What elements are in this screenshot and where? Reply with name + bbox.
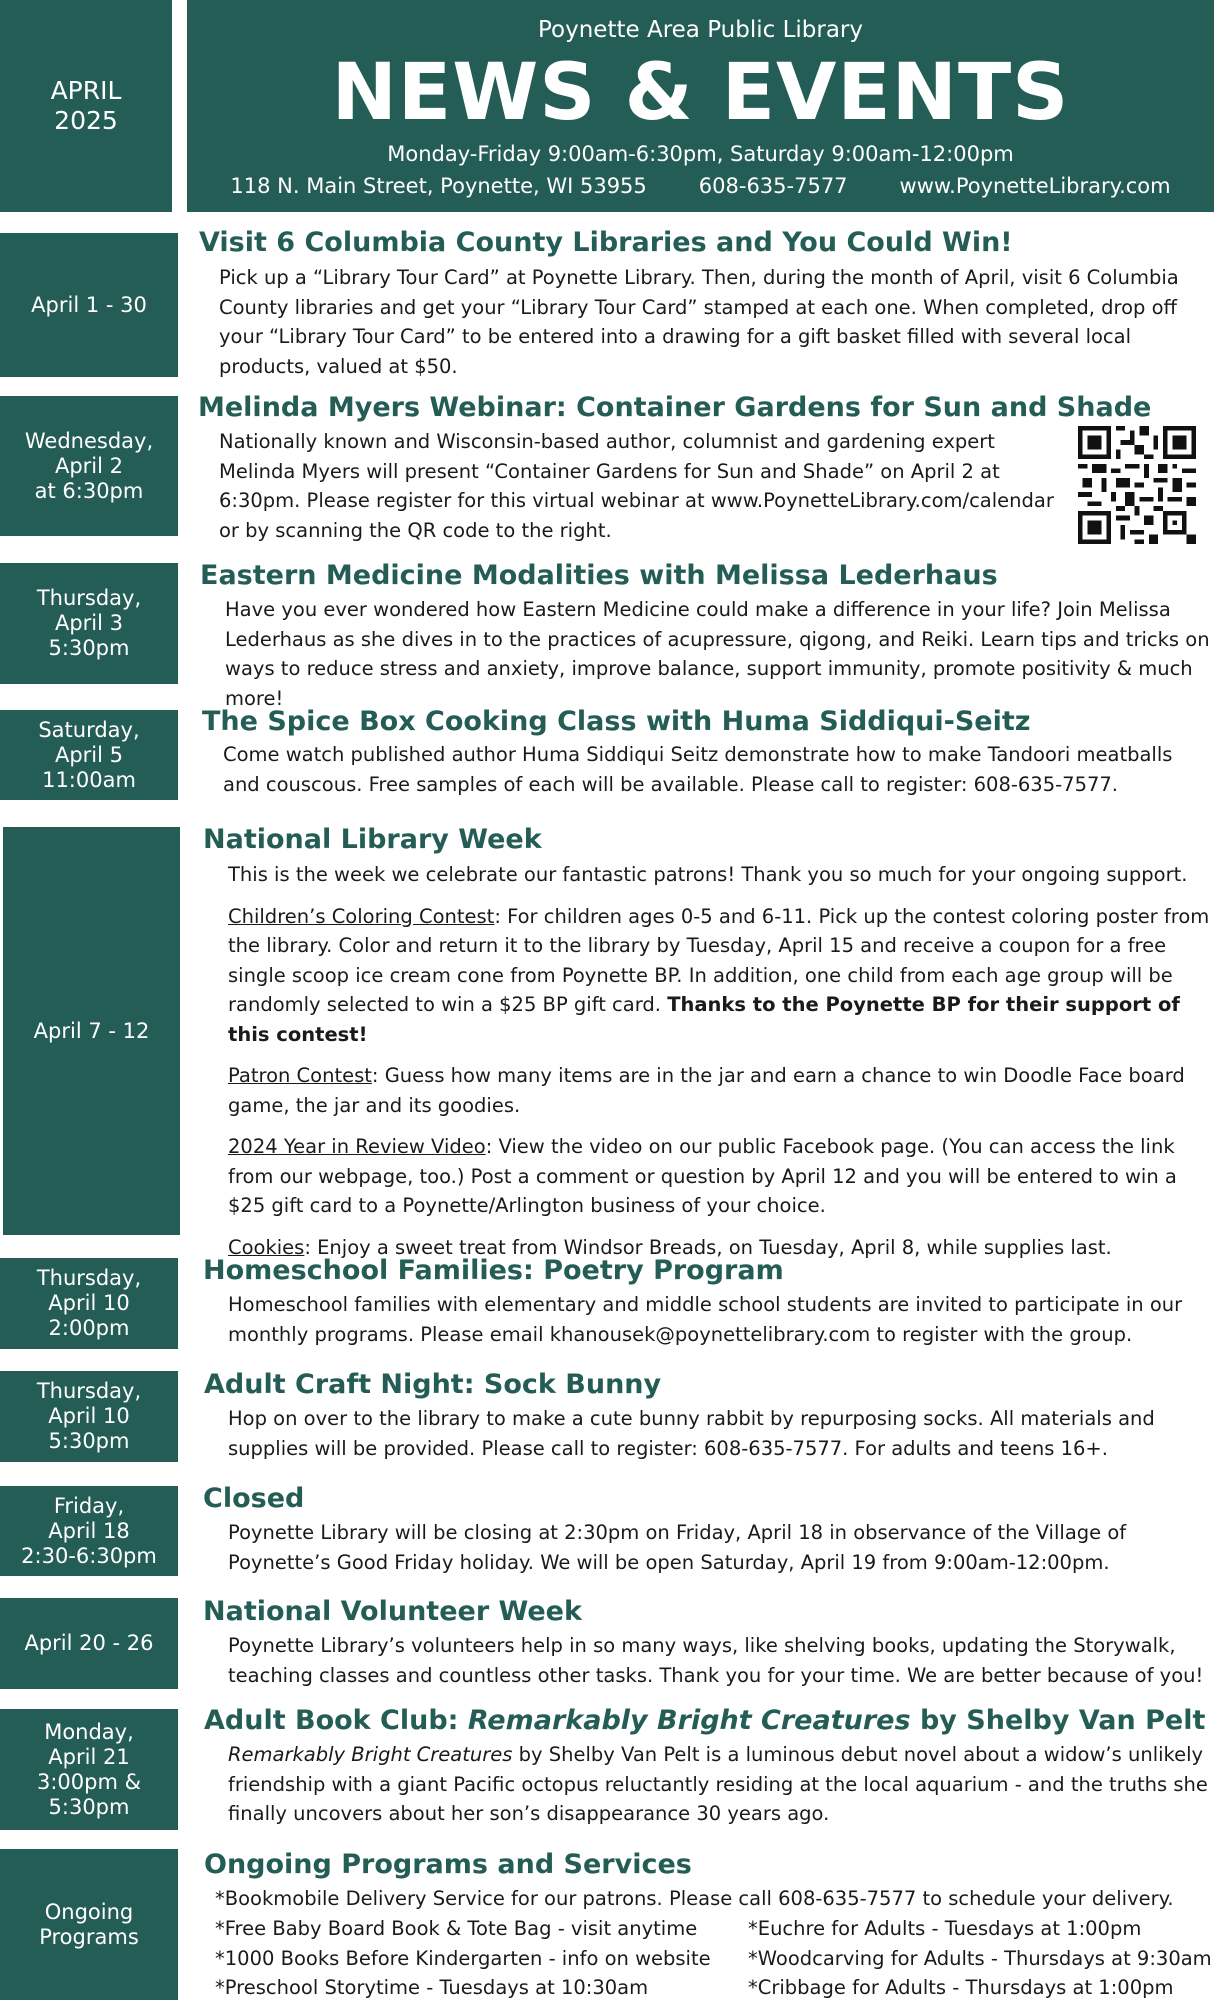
- event-date: Friday, April 18 2:30-6:30pm: [0, 1486, 178, 1576]
- coloring-contest-thanks: Thanks to the Poynette BP for their support of this contest!: [228, 993, 1180, 1046]
- list-item: *Preschool Storytime - Tuesdays at 10:30am: [215, 1976, 649, 1999]
- event-date: April 1 - 30: [0, 233, 178, 377]
- review-video: [228, 1132, 1214, 1221]
- event-date: Saturday, April 5 11:00am: [0, 710, 178, 800]
- event-title: Visit 6 Columbia County Libraries and You Could Win!: [199, 227, 1013, 258]
- book-club-text: by Shelby Van Pelt is a luminous debut novel about a widow’s unlikely friendship with a giant Pacific octopus reluctantly residing at the local aquarium - and the truths she finally uncovers about her son’s disappearance 30 years ago.: [228, 1743, 1208, 1825]
- coloring-contest: [228, 902, 1214, 1050]
- review-video-text: : View the video on our public Facebook page. (You can access the link from our webpage, too.) Post a comment or question by April 12 and you will be entered to win a $25 gift card to a Poynette/Arlington business of your choice.: [228, 1135, 1177, 1217]
- book-title-inline: Remarkably Bright Creatures: [228, 1743, 513, 1766]
- event-date: Monday, April 21 3:00pm & 5:30pm: [0, 1709, 178, 1830]
- event-intro: This is the week we celebrate our fantastic patrons! Thank you so much for your ongoing support.: [228, 863, 1188, 886]
- event-description: Homeschool families with elementary and middle school students are invited to participate in our monthly programs. Please email khanousek@poynettelibrary.com to register with the group.: [228, 1293, 1183, 1346]
- event-description: Poynette Library’s volunteers help in so many ways, like shelving books, updating the Storywalk, teaching classes and countless other tasks. Thank you for your time. We are better because of you!: [228, 1634, 1204, 1687]
- event-description: Hop on over to the library to make a cute bunny rabbit by repurposing socks. All materials and supplies will be provided. Please call to register: 608-635-7577. For adults and teens 16+.: [228, 1407, 1155, 1460]
- event-title: Closed: [203, 1483, 305, 1514]
- list-item: *1000 Books Before Kindergarten - info on website: [215, 1946, 711, 1970]
- event-title: The Spice Box Cooking Class with Huma Siddiqui-Seitz: [202, 706, 1031, 737]
- library-website[interactable]: www.PoynetteLibrary.com: [899, 174, 1171, 198]
- newsletter-date: APRIL 2025: [0, 0, 172, 212]
- event-title: Ongoing Programs and Services: [204, 1849, 692, 1880]
- qr-code-icon[interactable]: [1078, 426, 1196, 544]
- list-item: *Free Baby Board Book & Tote Bag - visit anytime: [215, 1917, 698, 1940]
- event-title: Adult Craft Night: Sock Bunny: [204, 1369, 662, 1400]
- event-description: Pick up a “Library Tour Card” at Poynette Library. Then, during the month of April, visit 6 Columbia County libraries and get your “Library Tour Card” stamped at each one. When completed, drop off your “Library Tour Card” to be entered into a drawing for a gift basket filled with several local products, valued at $50.: [219, 266, 1179, 378]
- library-address: 118 N. Main Street, Poynette, WI 53955: [230, 174, 647, 198]
- list-item: *Cribbage for Adults - Thursdays at 1:00pm: [748, 1976, 1174, 1999]
- ongoing-list-left: [215, 1914, 735, 2003]
- ongoing-list-right: [748, 1914, 1214, 2003]
- event-title: Melinda Myers Webinar: Container Gardens for Sun and Shade: [198, 392, 1152, 423]
- event-description: Nationally known and Wisconsin-based author, columnist and gardening expert Melinda Myers will present “Container Gardens for Sun and Shade” on April 2 at 6:30pm. Please register for this virtual webinar at www.PoynetteLibrary.com/calendar or by scanning the QR code to the right.: [219, 430, 1054, 542]
- book-club-title-suffix: by Shelby Van Pelt: [910, 1705, 1206, 1736]
- newsletter-header: [187, 0, 1214, 212]
- event-description: Have you ever wondered how Eastern Medicine could make a difference in your life? Join Melissa Lederhaus as she dives in to the practices of acupressure, qigong, and Reiki. Learn tips and tricks on ways to reduce stress and anxiety, improve balance, support immunity, promote positivity & much more!: [225, 598, 1210, 710]
- event-description: Come watch published author Huma Siddiqui Seitz demonstrate how to make Tandoori meatballs and couscous. Free samples of each will be available. Please call to register: 608-635-7577.: [223, 743, 1173, 796]
- ongoing-lead: *Bookmobile Delivery Service for our patrons. Please call 608-635-7577 to schedule your delivery.: [215, 1887, 1174, 1910]
- event-title: National Library Week: [203, 824, 542, 855]
- library-hours: Monday-Friday 9:00am-6:30pm, Saturday 9:00am-12:00pm: [387, 142, 1014, 166]
- event-date: Ongoing Programs: [0, 1849, 178, 2000]
- contact-line: [187, 174, 1214, 198]
- patron-contest: [228, 1061, 1214, 1120]
- event-date: Thursday, April 10 2:00pm: [0, 1258, 178, 1349]
- event-date: April 20 - 26: [0, 1598, 178, 1689]
- event-description: [228, 1740, 1214, 1829]
- event-title: [204, 1705, 1205, 1736]
- event-date: Thursday, April 3 5:30pm: [0, 563, 178, 684]
- event-date: April 7 - 12: [3, 827, 180, 1235]
- coloring-contest-label: Children’s Coloring Contest: [228, 904, 495, 928]
- event-description: [228, 860, 1214, 1274]
- library-name: Poynette Area Public Library: [538, 17, 863, 43]
- event-title: National Volunteer Week: [203, 1596, 582, 1627]
- event-title: Homeschool Families: Poetry Program: [203, 1255, 784, 1286]
- book-title: Remarkably Bright Creatures: [467, 1705, 911, 1736]
- list-item: *Euchre for Adults - Tuesdays at 1:00pm: [748, 1917, 1142, 1940]
- event-description: Poynette Library will be closing at 2:30pm on Friday, April 18 in observance of the Village of Poynette’s Good Friday holiday. We will be open Saturday, April 19 from 9:00am-12:00pm.: [228, 1521, 1127, 1574]
- page-title: NEWS & EVENTS: [331, 48, 1070, 138]
- patron-contest-label: Patron Contest: [228, 1064, 372, 1087]
- event-date: Thursday, April 10 5:30pm: [0, 1371, 178, 1462]
- book-club-title-prefix: Adult Book Club:: [204, 1705, 468, 1736]
- event-date: Wednesday, April 2 at 6:30pm: [0, 396, 178, 536]
- patron-contest-text: : Guess how many items are in the jar and earn a chance to win Doodle Face board game, the jar and its goodies.: [228, 1064, 1185, 1117]
- event-title: Eastern Medicine Modalities with Melissa Lederhaus: [200, 560, 998, 591]
- coloring-contest-text: : For children ages 0-5 and 6-11. Pick up the contest coloring poster from the library. Color and return it to the library by Tuesday, April 15 and receive a coupon for a free single scoop ice cream cone from Poynette BP. In addition, one child from each age group will be randomly selected to win a $25 BP gift card.: [228, 904, 1210, 1016]
- cookies-text: : Enjoy a sweet treat from Windsor Breads, on Tuesday, April 8, while supplies last.: [304, 1235, 1112, 1259]
- list-item: *Woodcarving for Adults - Thursdays at 9:30am: [748, 1946, 1212, 1970]
- review-video-label: 2024 Year in Review Video: [228, 1135, 486, 1158]
- library-phone: 608-635-7577: [698, 174, 848, 198]
- cookies-label: Cookies: [228, 1235, 305, 1259]
